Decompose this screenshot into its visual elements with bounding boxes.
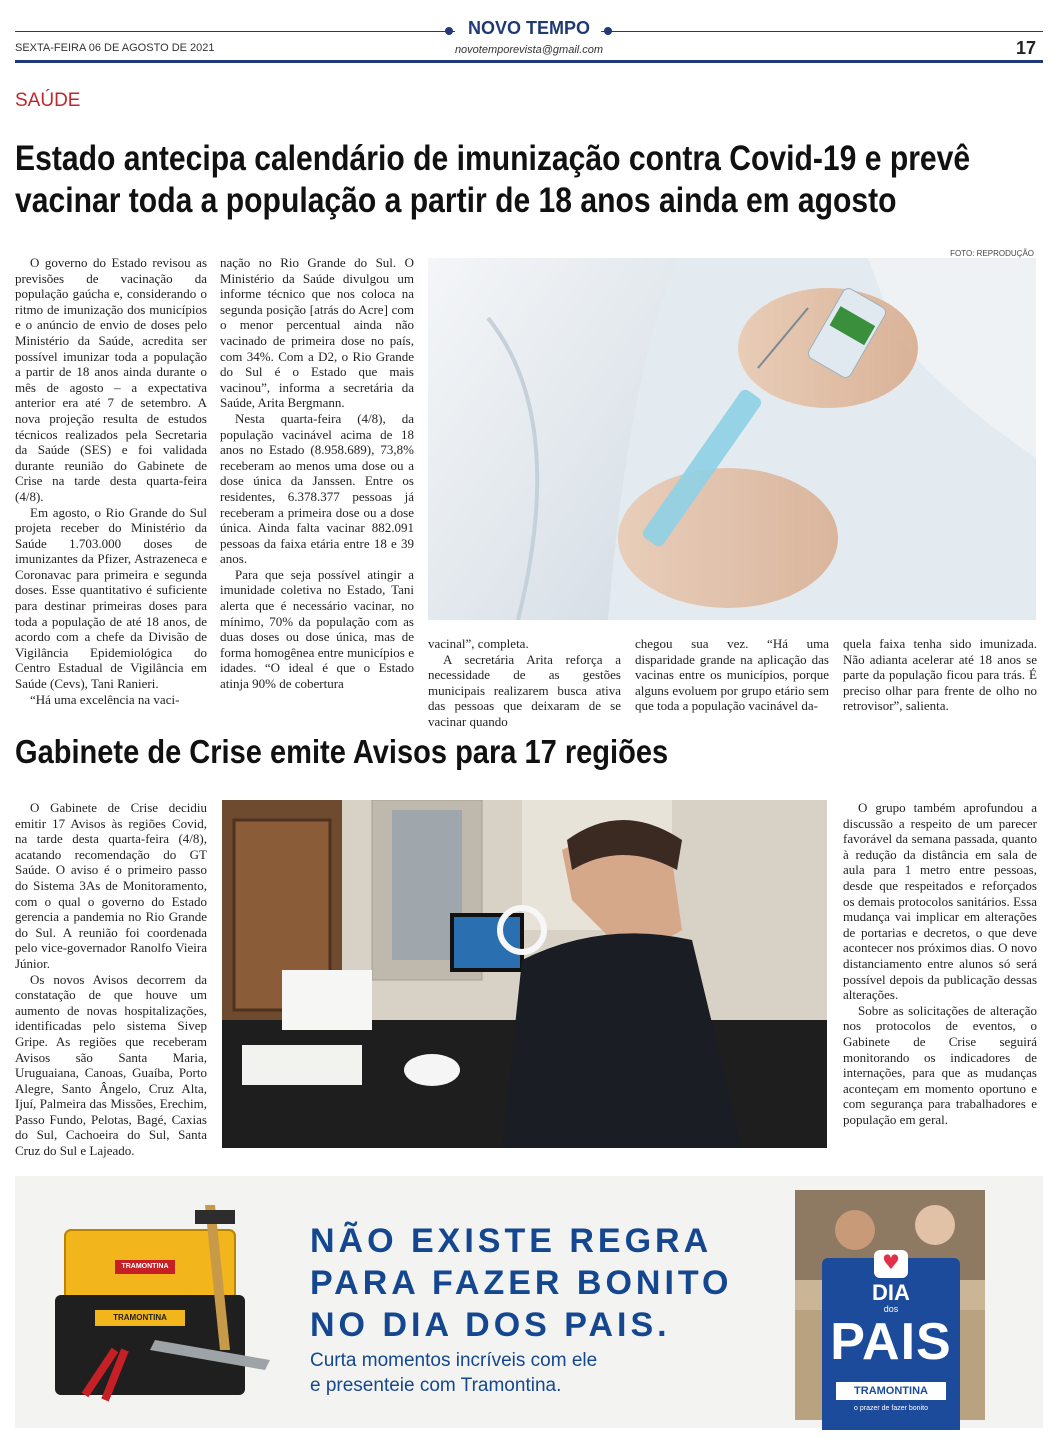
dia-dos-pais-badge (822, 1250, 960, 1430)
paragraph: quela faixa tenha sido imunizada. Não adianta acelerar até 18 anos se parte da população ficou para trás. É preciso olhar para frente de olho no retrovisor”, salienta. (843, 636, 1037, 714)
advert-headline (310, 1220, 733, 1346)
masthead-title: NOVO TEMPO (467, 18, 590, 38)
advert-headline-line: NO DIA DOS PAIS. (310, 1306, 671, 1344)
masthead-email: novotemporevista@gmail.com (454, 44, 604, 56)
paragraph: A secretária Arita reforça a necessidade de as gestões municipais realizarem busca ativa das pessoas que deixaram de se vacinar quando (428, 651, 621, 729)
badge-tagline: o prazer de fazer bonito (854, 1405, 928, 1412)
badge-dos: dos (883, 1304, 899, 1314)
article2-column-1 (15, 800, 207, 1159)
page-number: 17 (1015, 38, 1036, 58)
badge-pais: PAIS (830, 1313, 952, 1371)
paragraph: chegou sua vez. “Há uma disparidade grande na aplicação das vacinas entre os municípios, porque alguns evoluem por grupo etário sem que toda a população vacinável da- (635, 636, 829, 714)
paragraph: O grupo também aprofundou a discussão a respeito de um parecer favorável da semana passada, quanto à redução da distância em sala de aula para 1 metro entre pessoas, desde que respeitados e reforçados os demais protocolos sanitários. Essa mudança vai implicar em alterações de portarias e decretos, o que deve acontecer nos próximos dias. O novo distanciamento entre alunos só será possível depois da publicação dessas alterações. (843, 800, 1037, 1003)
heart-icon: ♥ (882, 1250, 900, 1274)
article1-column-4 (635, 636, 829, 714)
article1-headline-line1: Estado antecipa calendário de imunização contra Covid-19 e prevê (15, 139, 971, 178)
paragraph: O Gabinete de Crise decidiu emitir 17 Avisos às regiões Covid, na tarde desta quarta-feira (4/8), acatando recomendação do GT Saúde. O aviso é o primeiro passo do Sistema 3As de Monitoramento, com o qual o governo do Estado gerencia a pandemia no Rio Grande do Sul. A reunião foi coordenada pelo vice-governador Ranolfo Vieira Júnior. (15, 800, 207, 971)
article1-column-3 (428, 636, 621, 730)
paragraph: Para que seja possível atingir a imunidade coletiva no Estado, Tani alerta que é necessário vacinar, no mínimo, 70% da população com as duas doses ou dose única, mas de forma homogênea entre municípios e idades. “O ideal é que o Estado atinja 90% de cobertura (220, 566, 414, 692)
article1-column-1 (15, 255, 207, 707)
vaccine-illustration (428, 258, 1036, 620)
masthead-rule-bottom (15, 60, 1043, 63)
paragraph: Sobre as solicitações de alteração nos protocolos de eventos, o Gabinete de Crise seguirá monitorando os indicadores de internações, para que as mudanças aconteçam em momento oportuno e com segurança para trabalhadores e população em geral. (843, 1002, 1037, 1127)
paragraph: O governo do Estado revisou as previsões de vacinação da população gaúcha e, considerando o ritmo de imunização dos municípios e o anúncio de envio de doses pelo Ministério da Saúde, acredita ser possível imunizar toda a população a partir de 18 anos ainda durante o mês de agosto – a expectativa anterior era até 7 de setembro. A nova projeção resulta de estudos técnicos realizados pela Secretaria da Saúde (SES) e foi validada durante reunião do Gabinete de Crise na tarde desta quarta-feira (4/8). (15, 255, 207, 504)
toolbox-illustration (55, 1200, 280, 1410)
vaccine-photo (428, 258, 1036, 620)
paragraph: Em agosto, o Rio Grande do Sul projeta receber do Ministério da Saúde 1.703.000 doses de imunizantes da Pfizer, Astrazeneca e Coronavac para primeira e segunda doses. Esse quantitativo é suficiente para destinar primeiras doses para toda a população de até 18 anos, de acordo com a chefe da Divisão de Vigilância Epidemiológica do Centro Estadual de Vigilância em Saúde (Cevs), Tani Ranieri. (15, 504, 207, 692)
toolbox-brand-label-2: TRAMONTINA (113, 1313, 167, 1322)
paragraph: Nesta quarta-feira (4/8), da população vacinável acima de 18 anos no Estado (8.958.689), 73,8% receberam ao menos uma dose ou a dose única da Janssen. Entre os residentes, 6.378.377 pessoas já receberam a primeira dose ou a dose única. Ainda falta vacinar 882.091 pessoas da faixa etária entre 18 e 39 anos. (220, 410, 414, 567)
article1-column-5 (843, 636, 1037, 714)
paragraph: vacinal”, completa. (428, 636, 529, 651)
badge-dia: DIA (872, 1280, 910, 1305)
paragraph: Os novos Avisos decorrem da constatação de que houve um aumento de novas hospitalizações, identificadas pelo sistema Sivep Gripe. As regiões que receberam Avisos são Santa Maria, Uruguaiana, Canoas, Guaíba, Porto Alegre, Santo Ângelo, Cruz Alta, Ijuí, Palmeira das Missões, Erechim, Passo Fundo, Pelotas, Bagé, Caxias do Sul, Cachoeira do Sul, Santa Cruz do Sul e Lajeado. (15, 971, 207, 1159)
article1-headline (15, 138, 1047, 222)
office-illustration (222, 800, 827, 1148)
section-label: SAÚDE (15, 90, 81, 111)
advert-headline-line: PARA FAZER BONITO (310, 1264, 733, 1302)
advert-subtext-line: Curta momentos incríveis com ele (310, 1350, 598, 1371)
toolbox-image (55, 1200, 280, 1410)
badge-brand: TRAMONTINA (836, 1382, 946, 1400)
advert-subtext (310, 1348, 597, 1398)
photo-credit: FOTO: REPRODUÇÃO (950, 249, 1034, 258)
advert-headline-line: NÃO EXISTE REGRA (310, 1222, 713, 1260)
toolbox-brand-label: TRAMONTINA (121, 1263, 169, 1270)
article1-column-2 (220, 255, 414, 692)
governor-photo (222, 800, 827, 1148)
advert-subtext-line: e presenteie com Tramontina. (310, 1375, 562, 1396)
article2-column-2 (843, 800, 1037, 1127)
paragraph: “Há uma excelência na vaci- (30, 691, 180, 707)
article2-headline: Gabinete de Crise emite Avisos para 17 regiões (15, 733, 669, 770)
masthead-date: SEXTA-FEIRA 06 DE AGOSTO DE 2021 (15, 42, 215, 54)
article1-headline-line2: vacinar toda a população a partir de 18 anos ainda em agosto (15, 181, 897, 220)
paragraph: nação no Rio Grande do Sul. O Ministério da Saúde divulgou um informe técnico que nos coloca na segunda posição [atrás do Acre] com o menor percentual ainda não vacinado de primeira dose no país, com 34%. Com a D2, o Rio Grande do Sul é o Estado que mais vacinou”, informa a secretária da Saúde, Arita Bergmann. (220, 255, 414, 411)
